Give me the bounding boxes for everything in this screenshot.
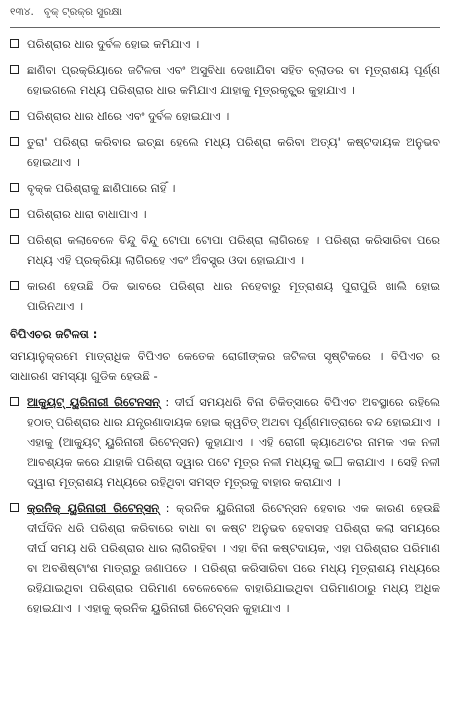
checkbox-icon (10, 39, 19, 48)
complication-text (27, 498, 440, 618)
page-content (10, 34, 440, 624)
checklist-item (10, 204, 440, 224)
checkbox-icon (10, 65, 19, 74)
checklist-item (10, 230, 440, 270)
checkbox-icon (10, 137, 19, 146)
checklist-text: ପରିଶ୍ରାର ଧାର ଧୀରେ ଏବଂ ଦୁର୍ବଳ ହୋଇଯାଏ । (27, 109, 230, 123)
checklist-item (10, 106, 440, 126)
checkbox-icon (10, 281, 19, 290)
checklist-text: ପରିଶ୍ରା କଲାବେଳେ ବିନ୍ଦୁ ବିନ୍ଦୁ ଟୋପା ଟୋପା ପରିଶ୍ରା ଲାଗିରହେ । ପରିଶ୍ରା କରିସାରିବା ପରେ ମଧ୍ୟ ଏହି ପ୍ରକ୍ରିୟା ଲାଗିରହେ ଏବଂ ଅଁବସ୍ତ୍ର ଓଦା ହୋଇଯାଏ । (27, 233, 440, 267)
page-number: ୧୩୪. (10, 6, 34, 18)
checkbox-icon (10, 209, 19, 218)
section-heading: ବିପିଏଚର ଜଟିଳତା : (10, 327, 98, 341)
checkbox-icon (10, 503, 19, 512)
checklist-item (10, 132, 440, 172)
complication-text (27, 392, 440, 492)
checkbox-icon (10, 183, 19, 192)
checklist-text: ପରିଶ୍ରାର ଧାର ଦୁର୍ବଳ ହୋଇ କମିଯାଏ । (27, 37, 200, 51)
checklist-text: ବୃକ୍କ ପରିଶ୍ରାକୁ ଛାଣିପାରେ ନାହିଁ । (27, 181, 176, 195)
checklist-text: ତୁରା' ପରିଶ୍ରା କରିବାର ଇଚ୍ଛା ହେଲେ ମଧ୍ୟ ପରିଶ୍ରା କରିବା ଅତ୍ୟ' କଷ୍ଟଦାୟକ ଅନୁଭବ ହୋଇଥାଏ । (27, 135, 440, 169)
checklist-item (10, 60, 440, 100)
complication-item (10, 392, 440, 492)
book-title: ବୃକ୍‌ ଟ୍ରକ୍‌ର ସୁରକ୍ଷା (43, 6, 123, 18)
complication-description: : ଦୀର୍ଘ ସମୟଧରି ବିନା ଚିକିତ୍ସାରେ ବିପିଏଚ ଅବସ୍ଥାରେ ରହିଲେ ହଠାତ୍‌ ପରିଶ୍ରାର ଧାର ଯନ୍ତ୍ରଣାଦାୟକ ହୋଇ କ୍ୱଚିତ୍‌ ଅଥବା ପୂର୍ଣ୍ଣମାତ୍ରାରେ ବନ୍ଦ ହୋଇଯାଏ । ଏହାକୁ (ଆକ୍ୟୁଟ୍‌ ୟୁରିନାରୀ ରିଟେନ୍‌ସନ) କୁହାଯାଏ । ଏହି ରୋଗୀ କ୍ୟାଥେଟର ନାମକ ଏକ ନଳୀ ଆବଶ୍ୟକ କରେ ଯାହାକି ପରିଶ୍ରା ଦ୍ୱାର ପଟେ ମୂତ୍ର ନଳୀ ମଧ୍ୟକୁ ଭ☐ କରାଯାଏ । ସେହି ନଳୀ ଦ୍ୱାରା ମୂତ୍ରାଶୟ ମଧ୍ୟରେ ରହିଥିବା ସମସ୍ତ ମୂତ୍ରକୁ ବାହାର କରାଯାଏ । (27, 395, 440, 489)
complication-item (10, 498, 440, 618)
complication-term: ଆକ୍ୟୁଟ୍‌ ୟୁରିନାରୀ ରିଟେନସନ୍‌ (27, 395, 160, 409)
checklist-text: ପରିଶ୍ରାର ଧାରା ବାଧାପାଏ । (27, 207, 147, 221)
checklist-item (10, 34, 440, 54)
checklist-item (10, 276, 440, 316)
page-header (10, 6, 440, 19)
checkbox-icon (10, 235, 19, 244)
checkbox-icon (10, 397, 19, 406)
header-divider (10, 27, 440, 28)
complication-description: : କ୍ରନିକ ୟୁରିନାରୀ ରିଟେନ୍‌ସନ ହେବାର ଏକ କାରଣ ହେଉଛି ଦୀର୍ଘଦିନ ଧରି ପରିଶ୍ରା କରିବାରେ ବାଧା ବା କଷ୍ଟ ଅନୁଭବ ହେବାସହ ପରିଶ୍ରା କଲା ସମୟରେ ଦୀର୍ଘ ସମୟ ଧରି ପରିଶ୍ରାର ଧାର ଲାଗିରହିବା । ଏହା ବିନା କଷ୍ଟଦାୟକ, ଏହା ପରିଶ୍ରାର ପରିମାଣ ବା ଅବଶିଷ୍ଟାଂଶ ମାତ୍ରାରୁ ଜଣାପଡେ । ପରିଶ୍ରା କରିସାରିବା ପରେ ମଧ୍ୟ ମୂତ୍ରାଶୟ ମଧ୍ୟରେ ରହିଯାଇଥିବା ପରିଶ୍ରାର ପରିମାଣ ବେଳେବେଳେ ବାହାରିଯାଇଥିବା ପରିମାଣଠାରୁ ମଧ୍ୟ ଅଧିକ ହୋଇଯାଏ । ଏହାକୁ କ୍ରନିକ ୟୁରିନାରୀ ରିଟେନ୍‌ସନ କୁହାଯାଏ । (27, 501, 440, 615)
checklist-text: କାରଣ ହେଉଛି ଠିକ ଭାବରେ ପରିଶ୍ରା ଧାର ନହେବାରୁ ମୂତ୍ରାଶୟ ପୁରାପୁରି ଖାଲି ହୋଇ ପାରିନଥାଏ । (27, 279, 440, 313)
complication-term: କ୍ରନିକ୍‌ ୟୁରିନାରୀ ରିଟେନ୍‌ସନ୍‌ (27, 501, 160, 515)
checkbox-icon (10, 111, 19, 120)
checklist-item (10, 178, 440, 198)
checklist-text: ଛାଣିବା ପ୍ରକ୍ରିୟାରେ ଜଟିଳତା ଏବଂ ଅସୁବିଧା ଦେଖାଯିବା ସହିତ ବ୍ଲାଡର ବା ମୂତ୍ରାଶୟ ପୂର୍ଣ୍ଣ ହୋଇଗଲେ ମଧ୍ୟ ପରିଶ୍ରାର ଧାର କମିଯାଏ ଯାହାକୁ ମୂତ୍ରକୃଚ୍ଛ୍ର କୁହାଯାଏ । (27, 63, 440, 97)
section-intro: ସମୟାନୁକ୍ରମେ ମାତ୍ରାଧିକ ବିପିଏଚ କେତେକ ରୋଗୀଙ୍କର ଜଟିଳତା ସୃଷ୍ଟିକରେ । ବିପିଏଚ ର ସାଧାରଣ ସମସ୍ୟା ଗୁଡିକ ହେଉଛି - (10, 349, 440, 383)
